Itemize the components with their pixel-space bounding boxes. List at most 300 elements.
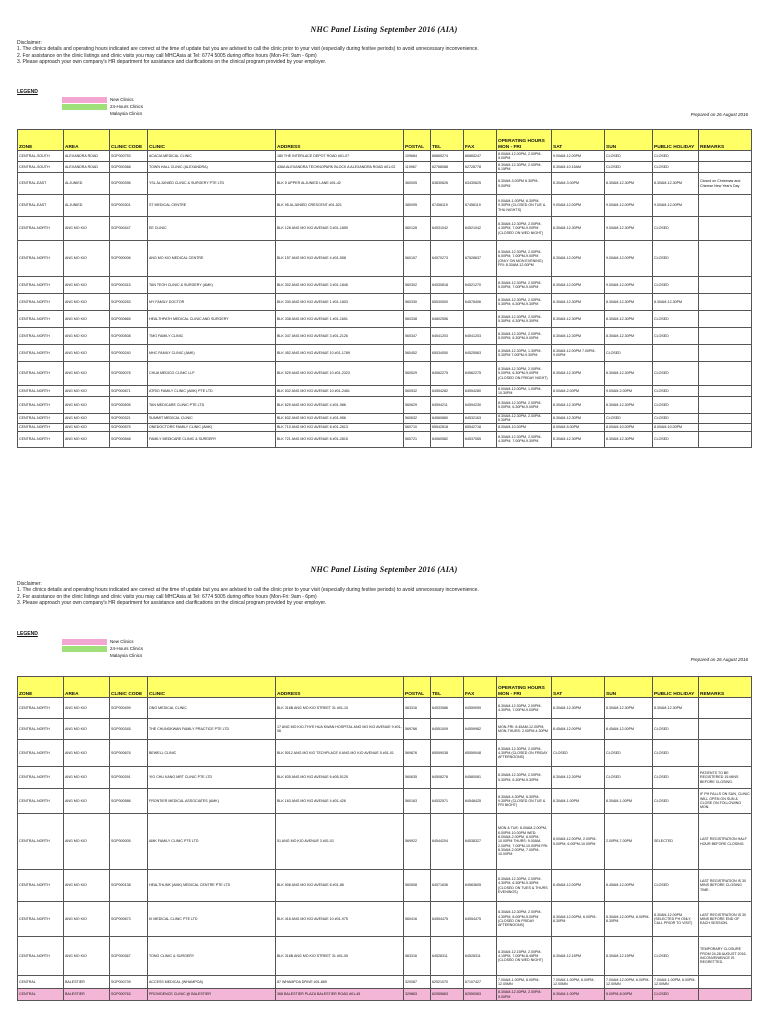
table-cell: 8.00AM-12.00PM, 2.00PM-5.00PM bbox=[497, 151, 552, 162]
table-cell: BLK 316B ANG MO KIO STREET 31 #01-05 bbox=[276, 937, 404, 976]
table-row bbox=[18, 195, 752, 217]
table-cell: 9.00AM-12.00PM bbox=[552, 151, 605, 162]
table-cell: 560416 bbox=[404, 902, 431, 937]
table-cell: BLK 316B ANG MO KIO STREET 31 #01-10 bbox=[276, 698, 404, 719]
table-cell: 8.30AM-12.30PM, 2.00PM-4.30PM, 7.00PM-9.30PM bbox=[497, 431, 552, 447]
column-header: ZONE bbox=[18, 130, 64, 151]
table-cell: CENTRAL-NORTH bbox=[18, 937, 64, 976]
table-cell: 67528637 bbox=[464, 241, 497, 277]
table-row bbox=[18, 976, 752, 989]
table-cell: 2.00PM-7.00PM bbox=[605, 814, 653, 870]
table-cell: 64554475 bbox=[464, 902, 497, 937]
table-cell: CENTRAL-NORTH bbox=[18, 698, 64, 719]
table-cell: ST MEDICAL CENTRE bbox=[148, 195, 276, 217]
table-cell: 109684 bbox=[404, 151, 431, 162]
table-cell: 8.30AM-12.30PM bbox=[552, 217, 605, 241]
table-cell: ANG MO KIO bbox=[64, 386, 110, 397]
table-cell: SGP000321 bbox=[110, 414, 148, 424]
table-cell: AMK FAMILY CLINIC PTE LTD bbox=[148, 814, 276, 870]
table-row bbox=[18, 989, 752, 1001]
table-cell: CENTRAL-NORTH bbox=[18, 217, 64, 241]
table-cell: CENTRAL-NORTH bbox=[18, 740, 64, 767]
table-cell: CLOSED bbox=[653, 311, 699, 328]
table-cell: 64541203 bbox=[431, 328, 464, 345]
table-cell: 65559038 bbox=[431, 740, 464, 767]
table-cell: BLK 710 ANG MO KIO AVENUE 8 #01-2613 bbox=[276, 423, 404, 431]
table-cell: 8.30AM-12.30PM bbox=[653, 294, 699, 311]
table-cell: 8.30AM-12.00PM, 6.00PM-8.30PM bbox=[552, 902, 605, 937]
table-cell: 560508 bbox=[404, 870, 431, 902]
table-cell: 9.00AM-12.00PM bbox=[605, 195, 653, 217]
disclaimer-heading: Disclaimer: bbox=[17, 40, 42, 46]
table-cell: BLK 128 ANG MO KIO AVENUE 3 #01-1859 bbox=[276, 217, 404, 241]
table-cell: 8.30AM-12.30PM, 2.00PM-5.00PM, 6.30PM-9.00PM (CLOSED ON FRIDAY NIGHT) bbox=[497, 362, 552, 386]
table-cell: 64532571 bbox=[431, 789, 464, 814]
table-cell: 8.30AM-12.30PM, 2.00PM-4.30PM, 7.00PM-9.00PM bbox=[497, 698, 552, 719]
table-cell: CLOSED bbox=[653, 719, 699, 740]
table-cell: 9.00AM-12.00PM bbox=[653, 195, 699, 217]
table-cell: CENTRAL bbox=[18, 976, 64, 989]
table-cell: 8.30AM-1.00PM bbox=[552, 789, 605, 814]
table-cell: 8.30AM-12.30PM, 2.00PM-4.30PM (CLOSED ON FRIDAY AFTERNOONS) bbox=[497, 740, 552, 767]
table-cell: ANG MO KIO bbox=[64, 311, 110, 328]
table-cell: CENTRAL-NORTH bbox=[18, 311, 64, 328]
table-cell: 8.30AM-12.30PM, 1.30PM-5.30PM 7.00PM-9.30PM bbox=[497, 345, 552, 362]
legend-malaysia-label: Malaysia Clinics bbox=[110, 111, 143, 116]
table-cell: BLK 163 ANG MO KIO AVENUE 4 #01-426 bbox=[276, 789, 404, 814]
table-row bbox=[18, 423, 752, 431]
table-cell: 8.00AM-10.00PM bbox=[497, 423, 552, 431]
legend-malaysia-swatch bbox=[62, 111, 107, 117]
disclaimer bbox=[17, 581, 479, 607]
table-cell: 64559982 bbox=[464, 719, 497, 740]
table-cell bbox=[699, 362, 752, 386]
table-cell: 8.45AM-12.00PM bbox=[552, 719, 605, 740]
table-cell: CLOSED bbox=[653, 767, 699, 789]
table-cell: ANG MO KIO bbox=[64, 789, 110, 814]
table-cell: SGP000396 bbox=[110, 173, 148, 195]
table-cell: ALEXANDRA ROAD bbox=[64, 162, 110, 173]
table-header-row bbox=[18, 677, 752, 698]
table-cell: 8.30AM-12.30PM, 2.00PM-5.00PM bbox=[497, 989, 552, 1001]
table-cell: 560710 bbox=[404, 423, 431, 431]
table-cell: SGP000676 bbox=[110, 740, 148, 767]
page-title: NHC Panel Listing September 2016 (AIA) bbox=[310, 565, 458, 574]
column-header: FAX bbox=[464, 677, 497, 698]
table-cell: ANG MO KIO bbox=[64, 414, 110, 424]
table-cell: CLOSED bbox=[605, 740, 653, 767]
table-cell: ANG MO KIO bbox=[64, 397, 110, 414]
table-cell: BLK 157 ANG MO KIO AVENUE 4 #01-558 bbox=[276, 241, 404, 277]
table-cell: CENTRAL-NORTH bbox=[18, 719, 64, 740]
table-cell: 560338 bbox=[404, 311, 431, 328]
table-cell: 9.00AM-12.00PM bbox=[605, 277, 653, 294]
column-header: AREA bbox=[64, 677, 110, 698]
table-cell: 8.30AM-12.30PM, 2.00PM-4.30PM, 6.00PM-9.00PM (CLOSED ON FRIDAY AFTERNOONS) bbox=[497, 902, 552, 937]
table-cell: CENTRAL-EAST bbox=[18, 195, 64, 217]
table-cell: 560330 bbox=[404, 294, 431, 311]
column-header: POSTAL bbox=[404, 130, 431, 151]
table-cell: 368 BALESTIER PLAZA BALESTIER ROAD #01-45 bbox=[276, 989, 404, 1001]
table-row bbox=[18, 902, 752, 937]
table-cell: 64521270 bbox=[464, 277, 497, 294]
table-cell: SGP000673 bbox=[110, 902, 148, 937]
table-cell: 8.30AM-10.15AM bbox=[552, 162, 605, 173]
table-cell: CENTRAL-SOUTH bbox=[18, 151, 64, 162]
table-cell: TAN TEOH CLINIC & SURGERY (AMK) bbox=[148, 277, 276, 294]
table-cell: BLK 338 ANG MO KIO AVENUE 1 #01-1651 bbox=[276, 311, 404, 328]
table-cell: CLOSED bbox=[653, 789, 699, 814]
table-cell: 64554280 bbox=[464, 386, 497, 397]
table-cell: SGP000739 bbox=[110, 976, 148, 989]
table-row bbox=[18, 277, 752, 294]
table-cell: 62728778 bbox=[464, 162, 497, 173]
table-cell: CLOSED bbox=[653, 328, 699, 345]
table-cell: CENTRAL-NORTH bbox=[18, 397, 64, 414]
table-cell: 64528311 bbox=[431, 937, 464, 976]
table-cell: CHUA MEDICO CLINIC LLP bbox=[148, 362, 276, 386]
table-row bbox=[18, 328, 752, 345]
table-cell: SGP000240 bbox=[110, 345, 148, 362]
legend-24h-label: 24-Hours Clinics bbox=[110, 104, 144, 109]
table-cell: YSL ALJUNIED CLINIC & SURGERY PTE LTD bbox=[148, 173, 276, 195]
table-cell: 62555663 bbox=[431, 989, 464, 1001]
table-cell: ANG MO KIO bbox=[64, 814, 110, 870]
table-cell: 569876 bbox=[404, 740, 431, 767]
table-cell: BALESTIER bbox=[64, 989, 110, 1001]
table-cell: CENTRAL-SOUTH bbox=[18, 162, 64, 173]
table-cell: 8.30AM-1.00PM bbox=[552, 989, 605, 1001]
table-cell: 8.30AM-12.30PM bbox=[552, 397, 605, 414]
column-header: SUN bbox=[605, 130, 653, 151]
column-header: TEL bbox=[431, 130, 464, 151]
table-cell: CLOSED bbox=[605, 414, 653, 424]
table-cell: CENTRAL-NORTH bbox=[18, 386, 64, 397]
table-cell: SGP000447 bbox=[110, 217, 148, 241]
table-cell: 8.30AM-12.30PM, 2.00PM-6.15PM bbox=[497, 162, 552, 173]
legend-new-swatch bbox=[62, 639, 107, 645]
table-row bbox=[18, 241, 752, 277]
page-2 bbox=[0, 540, 768, 1024]
table-cell: CENTRAL-NORTH bbox=[18, 814, 64, 870]
table-cell: MON-FRI: 8.45AM-12.00PM, MON-THURS: 2.00PM-4.30PM bbox=[497, 719, 552, 740]
table-row bbox=[18, 789, 752, 814]
table-cell: CLOSED bbox=[605, 767, 653, 789]
table-cell bbox=[653, 345, 699, 362]
table-cell bbox=[699, 698, 752, 719]
table-cell: CLOSED bbox=[653, 151, 699, 162]
table-cell bbox=[699, 431, 752, 447]
table-cell: 63830626 bbox=[431, 173, 464, 195]
column-header: PUBLIC HOLIDAY bbox=[653, 677, 699, 698]
table-cell: CLOSED bbox=[653, 397, 699, 414]
table-cell: 560635 bbox=[404, 767, 431, 789]
table-cell: 8.30AM-12.30PM, 2.00PM-5.30PM, 6.30PM-9.30PM bbox=[497, 767, 552, 789]
table-cell bbox=[699, 423, 752, 431]
table-cell: 64548425 bbox=[464, 789, 497, 814]
disclaimer-line: 2. For assistance on the clinic listings and clinic visits you may call MHCAsia at Tel: 6774 5005 during office hours (Mon-Fri: 9am - 6pm) bbox=[17, 593, 317, 600]
table-cell: 8.00AM-12.00PM, 1.00PM-10.30PM bbox=[497, 386, 552, 397]
table-cell: 8.30AM-12.00PM bbox=[552, 277, 605, 294]
table-cell: CENTRAL-NORTH bbox=[18, 767, 64, 789]
table-cell: SGP000076 bbox=[110, 362, 148, 386]
table-cell: 8.30AM-12.15PM bbox=[552, 937, 605, 976]
table-cell: SGP000508 bbox=[110, 328, 148, 345]
table-cell: 8.30AM-12.30PM bbox=[552, 698, 605, 719]
table-cell: 64559059 bbox=[464, 698, 497, 719]
table-cell: 8.30AM-12.30PM, 2.00PM-5.30PM, 6.30PM-9.30PM bbox=[497, 311, 552, 328]
table-cell: 563316 bbox=[404, 937, 431, 976]
table-cell: 8.30AM-12.30PM, 2.00PM-5.30PM, 6.30PM-9.30PM bbox=[497, 294, 552, 311]
column-header: AREA bbox=[64, 130, 110, 151]
table-cell: SGP000548 bbox=[110, 431, 148, 447]
table-cell: CENTRAL-NORTH bbox=[18, 423, 64, 431]
table-cell: 320087 bbox=[404, 976, 431, 989]
table-cell: 329863 bbox=[404, 989, 431, 1001]
table-cell: 8.30AM-1.00PM bbox=[605, 789, 653, 814]
table-cell: EE CLINIC bbox=[148, 217, 276, 241]
column-header: FAX bbox=[464, 130, 497, 151]
disclaimer-heading: Disclaimer: bbox=[17, 581, 42, 587]
table-cell: 64530818 bbox=[431, 277, 464, 294]
table-cell bbox=[699, 311, 752, 328]
table-cell: SGP000665 bbox=[110, 311, 148, 328]
table-cell: SGP000499 bbox=[110, 698, 148, 719]
table-cell: 8.30AM-12.30PM, 2.00PM-6.00PM, 7.00PM-9.00PM (ONLY ON MON EVENING) FRI: 8.30AM-12.00PM bbox=[497, 241, 552, 277]
column-header: SAT bbox=[552, 677, 605, 698]
table-cell: CLOSED bbox=[653, 740, 699, 767]
table-cell: 64533586 bbox=[431, 698, 464, 719]
legend-24h-label: 24-Hours Clinics bbox=[110, 646, 144, 651]
table-cell: 64578406 bbox=[464, 294, 497, 311]
legend-24h-swatch bbox=[62, 646, 107, 652]
prepared-date: Prepared on 26 August 2016 bbox=[690, 112, 748, 117]
table-cell: 65530500 bbox=[431, 294, 464, 311]
table-cell: SGP000367 bbox=[110, 937, 148, 976]
page-title: NHC Panel Listing September 2016 (AIA) bbox=[310, 25, 458, 34]
table-cell bbox=[699, 277, 752, 294]
table-cell bbox=[699, 976, 752, 989]
table-cell: 560157 bbox=[404, 241, 431, 277]
legend-new-label: New Clinics bbox=[110, 97, 134, 102]
table-cell: TEMPORARY CLOSURE FROM 24-28 AUGUST 2016. INCONVENIENCE IS REGRETTED. bbox=[699, 937, 752, 976]
table-cell: 65542718 bbox=[464, 423, 497, 431]
table-cell: CLOSED bbox=[605, 345, 653, 362]
table-cell: 8.30AM-12.30PM bbox=[653, 173, 699, 195]
table-cell: 64802556 bbox=[431, 311, 464, 328]
table-cell: 560632 bbox=[404, 414, 431, 424]
table-cell: 64571636 bbox=[431, 870, 464, 902]
table-cell: 64562275 bbox=[464, 362, 497, 386]
table-cell: ANG MO KIO bbox=[64, 328, 110, 345]
column-header: CLINIC CODE bbox=[110, 677, 148, 698]
table-cell: ANG MO KIO bbox=[64, 423, 110, 431]
column-header: ADDRESS bbox=[276, 677, 404, 698]
table-cell: 9.00AM-12.00PM bbox=[605, 241, 653, 277]
table-cell: 8.00AM-2.00PM bbox=[552, 386, 605, 397]
clinic-table bbox=[17, 129, 752, 448]
table-cell: ANG MO KIO bbox=[64, 345, 110, 362]
disclaimer-line: 1. The clinics details and operating hours indicated are correct at the time of update but you are advised to call the clinic prior to your visit (especially during festive periods) to avoid unnecessary inconvenience. bbox=[17, 46, 479, 53]
prepared-date: Prepared on 26 August 2016 bbox=[690, 657, 748, 662]
table-cell bbox=[699, 719, 752, 740]
table-cell: MON & TUE: 8.00AM-2.00PM, 6.00PM-10.00PM WED: 8.00AM-2.00PM, 6.00PM-10.00PM THURS: 9.00AM-2.00PM, 7.00PM-10.00PM FRI: 8.30AM-2.00PM, 7.00PM-10.00PM bbox=[497, 814, 552, 870]
table-cell: 64525563 bbox=[464, 345, 497, 362]
table-cell: CENTRAL-NORTH bbox=[18, 431, 64, 447]
table-cell: ANG MO KIO MEDICAL CENTRE bbox=[148, 241, 276, 277]
table-cell: BLK 508 ANG MO KIO AVENUE 8 #01-86 bbox=[276, 870, 404, 902]
table-cell: BLK 721 ANG MO KIO AVENUE 8 #01-2815 bbox=[276, 431, 404, 447]
table-cell: CENTRAL-EAST bbox=[18, 173, 64, 195]
table-cell: 7.00AM-12.00PM, 6.00PM-12.00MN bbox=[605, 976, 653, 989]
table-cell: SGP000138 bbox=[110, 870, 148, 902]
table-row bbox=[18, 397, 752, 414]
table-cell: 8.00AM-12.00PM, 2.00PM-5.00PM, 6.00PM-10.00PM bbox=[552, 814, 605, 870]
table-cell: CLOSED bbox=[653, 870, 699, 902]
table-cell: ALJUNIED bbox=[64, 195, 110, 217]
table-cell: BLK 302 ANG MO KIO AVENUE 3 #01-1846 bbox=[276, 277, 404, 294]
table-row bbox=[18, 294, 752, 311]
table-cell: TAN MEDICARE CLINIC PTE LTD bbox=[148, 397, 276, 414]
table-row bbox=[18, 151, 752, 162]
column-header: CLINIC CODE bbox=[110, 130, 148, 151]
table-cell: ONEDOCTORS FAMILY CLINIC (AMK) bbox=[148, 423, 276, 431]
column-header: PUBLIC HOLIDAY bbox=[653, 130, 699, 151]
disclaimer-line: 2. For assistance on the clinic listings and clinic visits you may call MHCAsia at Tel: 6774 5005 during office hours (Mon-Fri: 9am - 6pm) bbox=[17, 52, 317, 59]
table-row bbox=[18, 414, 752, 424]
table-row bbox=[18, 870, 752, 902]
table-cell: CLOSED bbox=[653, 414, 699, 424]
legend-malaysia-label: Malaysia Clinics bbox=[110, 653, 143, 658]
table-cell: 64594211 bbox=[431, 397, 464, 414]
table-cell: BEWELL CLINIC bbox=[148, 740, 276, 767]
table-cell: 8.30AM-12.00PM 7.00PM-9.00PM bbox=[552, 345, 605, 362]
table-cell: 560347 bbox=[404, 328, 431, 345]
table-cell: BLK 330 ANG MO KIO AVENUE 1 #01-1803 bbox=[276, 294, 404, 311]
table-cell: TOWN HALL CLINIC (ALEXANDRA) bbox=[148, 162, 276, 173]
table-cell: 8.30AM-12.30PM bbox=[552, 294, 605, 311]
table-cell: CLOSED bbox=[605, 151, 653, 162]
table-cell bbox=[699, 989, 752, 1001]
table-cell: 8.30AM-12.30PM bbox=[605, 431, 653, 447]
table-row bbox=[18, 311, 752, 328]
table-row bbox=[18, 767, 752, 789]
legend-new-swatch bbox=[62, 97, 107, 103]
table-row bbox=[18, 431, 752, 447]
table-cell: HEALTHPATH MEDICAL CLINIC AND SURGERY bbox=[148, 311, 276, 328]
table-cell: SELECTED bbox=[653, 814, 699, 870]
table-cell: PROVIDENCE CLINIC @ BALESTIER bbox=[148, 989, 276, 1001]
table-cell: SUMMIT MEDICAL CLINIC bbox=[148, 414, 276, 424]
table-cell: 8.30AM-12.15PM, 2.00PM-4.15PM, 7.00PM-8.45PM (CLOSED ON WED NIGHT) bbox=[497, 937, 552, 976]
table-cell: 64531042 bbox=[431, 217, 464, 241]
table-cell bbox=[699, 386, 752, 397]
table-cell: 64532163 bbox=[464, 414, 497, 424]
table-cell: Closed on Christmas and Chinese New Year's Day bbox=[699, 173, 752, 195]
table-cell: 67458119 bbox=[431, 195, 464, 217]
table-cell: BLK 452 ANG MO KIO AVENUE 10 #01-1789 bbox=[276, 345, 404, 362]
table-cell: CLOSED bbox=[653, 362, 699, 386]
table-cell: TMG FAMILY CLINIC bbox=[148, 328, 276, 345]
table-cell: HEALTHLINK (AMK) MEDICAL CENTRE PTE LTD bbox=[148, 870, 276, 902]
table-cell: CLOSED bbox=[653, 386, 699, 397]
table-cell: BLK 529 ANG MO KIO AVENUE 10 #01-2323 bbox=[276, 362, 404, 386]
table-cell: 380095 bbox=[404, 195, 431, 217]
table-cell: ONG MEDICAL CLINIC bbox=[148, 698, 276, 719]
legend-24h-swatch bbox=[62, 104, 107, 110]
table-cell: 51 ANG MO KIO AVENUE 3 #01-01 bbox=[276, 814, 404, 870]
table-cell: 8.30AM-12.00PM bbox=[552, 241, 605, 277]
column-header: SAT bbox=[552, 130, 605, 151]
disclaimer bbox=[17, 40, 479, 66]
table-cell: 64563605 bbox=[464, 870, 497, 902]
legend-malaysia-swatch bbox=[62, 653, 107, 659]
table-row bbox=[18, 162, 752, 173]
table-cell: 62521070 bbox=[431, 976, 464, 989]
table-cell: 7.00AM-1.00PM, 6.00PM-12.00MN bbox=[497, 976, 552, 989]
table-cell: 8.30AM-12.30PM, 2.00PM-5.00PM, 6.30PM-9.00PM bbox=[497, 328, 552, 345]
table-cell: ANG MO KIO bbox=[64, 698, 110, 719]
legend-new-label: New Clinics bbox=[110, 639, 134, 644]
table-cell: 64560582 bbox=[431, 431, 464, 447]
table-cell: BLK 95 ALJUNIED CRESCENT #01-521 bbox=[276, 195, 404, 217]
table-cell: 65559048 bbox=[464, 740, 497, 767]
table-cell: CENTRAL-NORTH bbox=[18, 241, 64, 277]
table-cell: CLOSED bbox=[653, 431, 699, 447]
column-header: CLINIC bbox=[148, 130, 276, 151]
table-cell: 62768088 bbox=[431, 162, 464, 173]
table-cell: KI MEDICAL CLINIC PTE LTD bbox=[148, 902, 276, 937]
table-cell: 64570273 bbox=[431, 241, 464, 277]
table-cell: BLK 532 ANG MO KIO AVENUE 10 #01-2461 bbox=[276, 386, 404, 397]
table-cell: CENTRAL-NORTH bbox=[18, 870, 64, 902]
table-cell: IF PH FALLS ON SUN, CLINIC WILL OPEN ON SUN & CLOSE ON FOLLOWING MON. bbox=[699, 789, 752, 814]
column-header: OPERATING HOURS MON - FRI bbox=[497, 130, 552, 151]
column-header: REMARKS bbox=[699, 677, 752, 698]
table-cell: SGP000505 bbox=[110, 397, 148, 414]
table-cell: 563316 bbox=[404, 698, 431, 719]
table-cell: 64560860 bbox=[431, 414, 464, 424]
table-cell: 65542818 bbox=[431, 423, 464, 431]
table-cell: SGP000391 bbox=[110, 767, 148, 789]
table-cell: SGP000301 bbox=[110, 195, 148, 217]
table-cell: YIO CHU KANG MRT CLINIC PTE LTD bbox=[148, 767, 276, 789]
table-cell: ACCESS MEDICAL (WHAMPOA) bbox=[148, 976, 276, 989]
table-cell: SGP000006 bbox=[110, 241, 148, 277]
table-cell: 9.00AM-12.00PM bbox=[552, 195, 605, 217]
table-cell: 17 ANG MO KIO-THYE HUA KWAN HOSPITAL ANG MO KIO AVENUE 9 #01-06 bbox=[276, 719, 404, 740]
table-cell: 560163 bbox=[404, 789, 431, 814]
table-cell bbox=[699, 241, 752, 277]
table-cell bbox=[699, 294, 752, 311]
table-cell: CLOSED bbox=[653, 162, 699, 173]
table-cell: ANG MO KIO bbox=[64, 431, 110, 447]
table-cell bbox=[699, 151, 752, 162]
table-cell: 8.30AM-12.30PM bbox=[552, 328, 605, 345]
table-cell: 66865274 bbox=[431, 151, 464, 162]
table-cell: BLK 5 UPPER ALJUNIED LANE #01-42 bbox=[276, 173, 404, 195]
table-row bbox=[18, 698, 752, 719]
column-header: TEL bbox=[431, 677, 464, 698]
table-cell: THE CHUNGKWAN FAMILY PRACTICE PTE LTD bbox=[148, 719, 276, 740]
table-cell bbox=[699, 195, 752, 217]
table-cell: FRONTIER MEDICAL ASSOCIATES (AMK) bbox=[148, 789, 276, 814]
table-row bbox=[18, 386, 752, 397]
legend-heading: LEGEND bbox=[17, 631, 38, 637]
legend-heading: LEGEND bbox=[17, 89, 38, 95]
column-header: ZONE bbox=[18, 677, 64, 698]
disclaimer-line: 3. Please approach your own company's HR department for assistance and clarifications on the clinical program provided by your employer. bbox=[17, 600, 327, 607]
